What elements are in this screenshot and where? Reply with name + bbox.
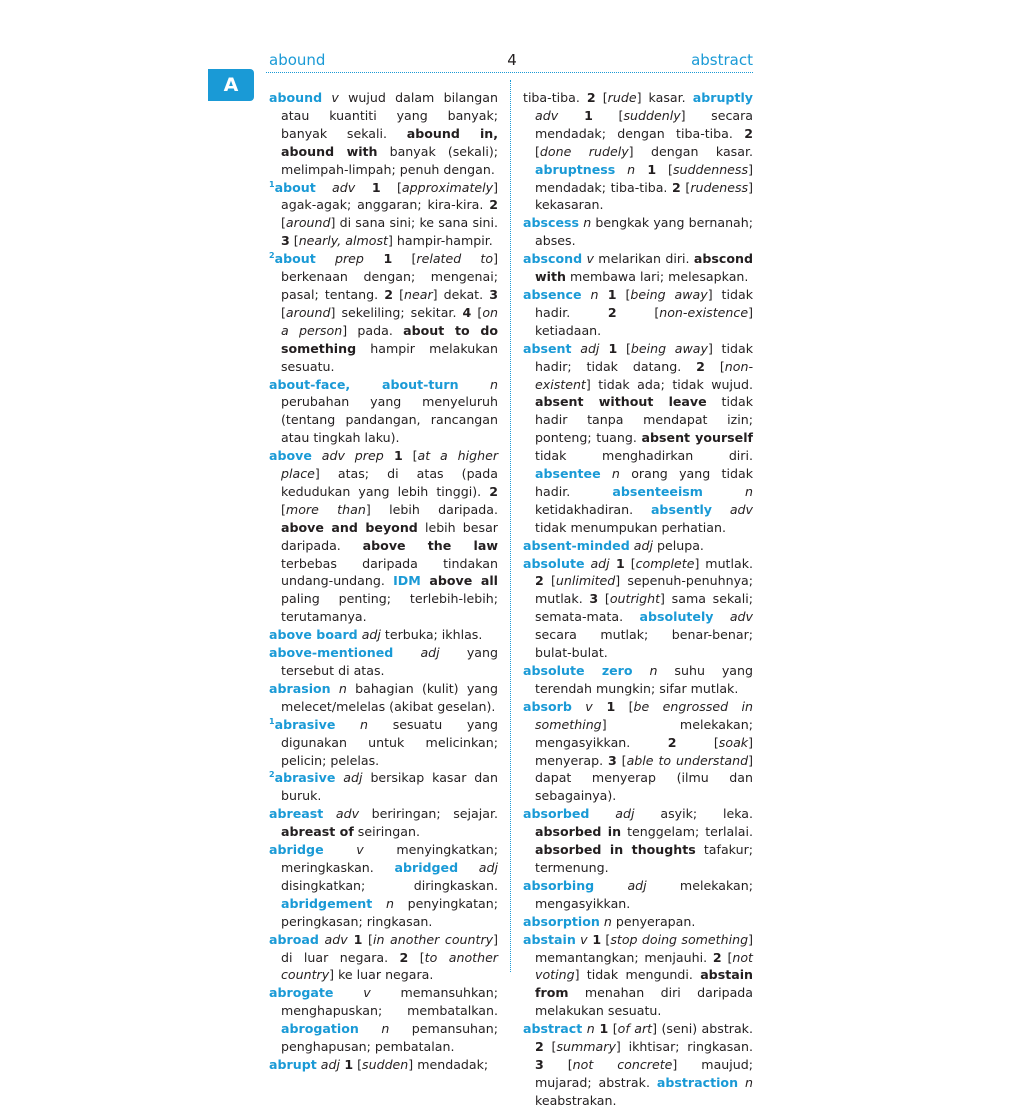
entry-text: [: [616, 304, 660, 320]
entry-text: 1: [383, 448, 403, 464]
entry-text: 1: [347, 931, 363, 947]
entry-text: 1: [635, 161, 657, 177]
entry-text: ] di sana sini; ke sana sini.: [330, 215, 498, 231]
entry-text: soak: [718, 734, 749, 750]
entry-text: 1: [609, 555, 625, 571]
entry-text: [: [289, 233, 299, 249]
entry-text: at a higher place: [281, 448, 499, 482]
entry-text: perubahan yang menyeluruh (tentang pandangan, rancangan atau tingkah laku).: [281, 394, 498, 446]
headword: abscond: [523, 251, 583, 267]
entry-text: ] tidak mengundi.: [574, 967, 701, 983]
entry-text: ] di luar negara.: [281, 931, 499, 965]
entry-text: menahan diri daripada melakukan sesuatu.: [535, 985, 753, 1019]
entry-text: adv: [713, 609, 753, 625]
entry-text: of art: [617, 1021, 653, 1037]
headword: absorbed: [523, 806, 590, 822]
entry-text: [: [616, 752, 627, 768]
entry-text: related to: [416, 251, 494, 267]
headword: IDM: [393, 573, 421, 589]
entry-text: 1: [592, 698, 616, 714]
entry-text: 2: [744, 125, 753, 141]
entry-text: tiba-tiba.: [523, 90, 587, 105]
dictionary-entry: [269, 89, 498, 179]
dictionary-entry: [269, 841, 498, 931]
entry-text: n: [738, 1074, 753, 1090]
headword: abrasive: [274, 770, 336, 786]
dictionary-entry: [523, 698, 753, 805]
entry-text: suddenly: [623, 107, 681, 123]
entry-text: seiringan.: [353, 824, 420, 840]
entry-text: ] berkenaan dengan; mengenai; pasal; tentang.: [281, 251, 498, 302]
entry-text: v: [582, 251, 594, 267]
headword: absorbing: [523, 877, 595, 893]
entry-text: adv: [323, 806, 360, 822]
dictionary-entry: [269, 769, 498, 805]
entry-text: adv: [535, 107, 559, 123]
entry-text: adj: [393, 645, 440, 661]
entry-text: menyingkatkan; meringkaskan.: [281, 842, 498, 875]
entry-text: 2: [586, 90, 596, 105]
entry-text: ketidakhadiran.: [535, 501, 651, 517]
entry-text: [: [543, 573, 556, 589]
entry-text: approximately: [401, 179, 494, 195]
entry-text: asyik; leka.: [634, 806, 754, 822]
entry-text: [: [408, 949, 425, 965]
headword: absolute: [523, 555, 585, 571]
entry-text: n: [582, 1021, 595, 1037]
dictionary-entry: [523, 913, 753, 931]
entry-text: adj: [458, 859, 498, 875]
entry-text: [: [353, 1056, 363, 1072]
entry-text: ] mendadak; tiba-tiba.: [535, 161, 753, 195]
entry-text: 2: [269, 250, 275, 260]
headword: absorption: [523, 913, 600, 929]
entry-text: orang yang tidak hadir.: [535, 466, 753, 499]
entry-text: about to do something: [281, 322, 498, 356]
entry-text: rudeness: [690, 179, 749, 195]
dictionary-entry: [269, 250, 498, 375]
headword: absentee: [535, 466, 601, 482]
entry-text: nearly, almost: [298, 233, 388, 249]
entry-text: adv: [315, 179, 356, 195]
dictionary-entry: [269, 805, 498, 841]
entry-text: melekakan; mengasyikkan.: [535, 877, 753, 911]
headword: absent: [523, 340, 572, 356]
entry-text: tafakur; termenung.: [535, 842, 753, 875]
entry-text: adj: [589, 806, 635, 822]
entry-text: unlimited: [555, 573, 616, 589]
entry-text: pemansuhan; penghapusan; pembatalan.: [281, 1021, 498, 1055]
entry-text: [: [617, 340, 631, 356]
entry-text: banyak (sekali); melimpah-limpah; penuh dengan.: [281, 143, 498, 177]
headword: abscess: [523, 215, 580, 231]
entry-text: ] mutlak.: [694, 555, 754, 571]
entry-text: 1: [598, 286, 617, 302]
dictionary-entry: [523, 805, 753, 877]
entry-text: sesuatu yang digunakan untuk melicinkan; pelicin; pelelas.: [281, 716, 498, 768]
entry-text: [: [543, 1039, 557, 1055]
entry-text: near: [404, 286, 433, 302]
dictionary-entry: [523, 537, 753, 555]
headword: abound: [269, 90, 323, 105]
entry-text: n: [358, 1021, 390, 1037]
entry-text: [: [680, 179, 691, 195]
entry-text: memansuhkan; menghapuskan; membatalkan.: [281, 985, 498, 1019]
entry-text: 2: [696, 358, 705, 374]
entry-text: 3: [489, 286, 498, 302]
entry-text: hampir melakukan sesuatu.: [281, 340, 498, 374]
entry-text: yang tersebut di atas.: [281, 645, 499, 678]
entry-text: secara mutlak; benar-benar; bulat-bulat.: [535, 627, 753, 661]
entry-text: v: [575, 931, 588, 947]
entry-text: 4: [462, 304, 472, 320]
entry-text: 2: [712, 949, 722, 965]
entry-text: ] ke luar negara.: [329, 967, 434, 983]
entry-text: adj: [357, 627, 381, 643]
entry-text: adj: [629, 537, 653, 553]
entry-text: absorbed in thoughts: [535, 842, 696, 858]
headword: abreast: [269, 806, 324, 822]
entry-text: [: [543, 1056, 573, 1072]
headword: abstraction: [656, 1074, 739, 1090]
dictionary-entry: [269, 179, 498, 251]
entry-text: adv prep: [311, 448, 384, 464]
entry-text: non-existence: [659, 304, 749, 320]
entry-text: [: [608, 1021, 618, 1037]
entry-text: [: [380, 179, 402, 195]
entry-text: 2: [489, 197, 498, 213]
entry-text: be engrossed in something: [535, 698, 753, 732]
left-column: [269, 89, 498, 1074]
entry-text: 1: [587, 931, 602, 947]
headword: absent-minded: [523, 537, 630, 553]
entry-text: summary: [556, 1039, 616, 1055]
entry-text: [: [471, 304, 483, 320]
entry-text: done rudely: [539, 143, 629, 159]
entry-text: ] maujud; mujarad; abstrak.: [535, 1056, 753, 1090]
running-head-right: abstract: [691, 51, 753, 69]
entry-text: complete: [635, 555, 695, 571]
entry-text: ] tidak hadir; tidak datang.: [535, 340, 753, 374]
entry-text: lebih besar daripada.: [281, 519, 498, 553]
headword: about: [274, 251, 316, 267]
dictionary-entry: [523, 214, 753, 250]
entry-text: [: [676, 734, 719, 750]
entry-text: ] sekeliling; sekitar.: [330, 304, 463, 320]
entry-text: n: [335, 716, 369, 732]
entry-text: [: [592, 107, 624, 123]
entry-text: ] sepenuh-penuhnya; mutlak.: [535, 573, 753, 607]
headword: about-face, about-turn: [269, 376, 459, 392]
dictionary-entry: [269, 1056, 498, 1074]
entry-text: penyingkatan; peringkasan; ringkasan.: [281, 895, 498, 929]
headword: abrasion: [269, 680, 331, 696]
entry-text: 2: [667, 734, 677, 750]
entry-text: above and beyond: [281, 519, 418, 535]
dictionary-entry: [269, 716, 498, 770]
entry-text: wujud dalam bilangan atau kuantiti yang banyak; banyak sekali.: [281, 90, 498, 141]
entry-text: n: [372, 895, 394, 911]
entry-text: to another country: [281, 949, 498, 983]
entry-text: not concrete: [572, 1056, 673, 1072]
entry-text: [: [535, 143, 540, 159]
entry-text: around: [285, 304, 331, 320]
entry-text: ] melekakan; mengasyikkan.: [535, 716, 753, 750]
entry-text: ] (seni) abstrak.: [652, 1021, 753, 1037]
letter-tab: A: [208, 69, 254, 101]
entry-text: n: [581, 286, 599, 302]
column-divider: [510, 80, 511, 972]
entry-text: 3: [589, 591, 599, 607]
entry-text: ] secara mendadak; dengan tiba-tiba.: [535, 107, 754, 141]
entry-text: 1: [339, 1056, 354, 1072]
dictionary-entry: [523, 931, 753, 1021]
dictionary-entry: [523, 250, 753, 286]
entry-text: ] kasar.: [636, 90, 693, 105]
entry-text: tidak hadir tanpa mendapat izin; ponteng; tuang.: [535, 394, 753, 446]
dictionary-entry: [523, 555, 753, 662]
entry-text: n: [702, 483, 753, 499]
entry-text: [: [281, 501, 286, 517]
headword: abrogation: [281, 1021, 359, 1037]
entry-text: adj: [594, 877, 647, 893]
entry-text: n: [599, 913, 612, 929]
headword: abridge: [269, 842, 324, 858]
entry-text: ] pada.: [342, 322, 404, 338]
entry-text: outright: [609, 591, 661, 607]
dictionary-entry: [523, 877, 753, 913]
entry-text: ] dengan kasar.: [628, 143, 753, 159]
entry-text: 2: [489, 483, 498, 499]
entry-text: 3: [281, 233, 290, 249]
page-number: 4: [507, 51, 517, 69]
entry-text: ] tidak hadir.: [535, 286, 753, 320]
entry-text: bersikap kasar dan buruk.: [281, 770, 498, 804]
entry-text: ] ketiadaan.: [535, 304, 753, 338]
header-divider: [266, 72, 753, 73]
entry-text: sudden: [362, 1056, 409, 1072]
dictionary-entry: [269, 644, 498, 680]
entry-text: n: [600, 466, 620, 482]
entry-text: ] hampir-hampir.: [387, 233, 493, 249]
entry-text: membawa lari; melesapkan.: [565, 269, 749, 285]
entry-text: n: [615, 161, 636, 177]
entry-text: v: [333, 985, 371, 1001]
entry-text: tidak menghadirkan diri.: [535, 448, 753, 464]
dictionary-entry: [523, 286, 753, 340]
entry-text: ] ikhtisar; ringkasan.: [615, 1039, 753, 1055]
entry-text: keabstrakan.: [535, 1092, 617, 1108]
entry-text: 1: [594, 1021, 609, 1037]
entry-text: not voting: [535, 949, 753, 983]
entry-text: [: [721, 949, 733, 965]
dictionary-entry: [523, 89, 753, 214]
entry-text: adv: [318, 931, 348, 947]
headword: absorb: [523, 698, 572, 714]
entry-text: 2: [535, 573, 544, 589]
entry-text: n: [632, 663, 658, 678]
headword: absenteeism: [612, 483, 703, 499]
entry-text: [: [281, 304, 286, 320]
headword: above-mentioned: [269, 645, 394, 661]
entry-text: in another country: [372, 931, 494, 947]
entry-text: abreast of: [281, 824, 354, 840]
entry-text: around: [285, 215, 331, 231]
entry-text: 2: [269, 770, 275, 780]
entry-text: terbuka; ikhlas.: [380, 627, 483, 643]
running-head-left: abound: [269, 51, 326, 69]
entry-text: 1: [363, 251, 393, 267]
headword: abroad: [269, 931, 319, 947]
entry-text: [: [393, 286, 405, 302]
entry-text: ] lebih daripada.: [365, 501, 498, 517]
headword: abruptly: [692, 90, 753, 105]
entry-text: n: [579, 215, 592, 231]
entry-text: v: [571, 698, 593, 714]
entry-text: v: [323, 842, 364, 858]
entry-text: adv: [712, 501, 753, 517]
entry-text: 2: [535, 1039, 544, 1055]
entry-text: ] kekasaran.: [535, 179, 753, 213]
entry-text: n: [458, 376, 498, 392]
entry-text: on a person: [281, 304, 498, 338]
entry-text: absent yourself: [641, 430, 753, 446]
entry-text: abscond with: [535, 251, 753, 285]
dictionary-entry: [269, 376, 498, 448]
entry-text: absorbed in: [535, 824, 622, 840]
dictionary-entry: [269, 447, 498, 626]
entry-text: v: [322, 90, 339, 105]
entry-text: tidak menumpukan perhatian.: [535, 519, 726, 535]
entry-text: bengkak yang bernanah; abses.: [535, 215, 753, 249]
entry-text: terbebas daripada tindakan undang-undang.: [281, 555, 498, 589]
entry-text: [: [616, 286, 631, 302]
entry-text: suddenness: [672, 161, 749, 177]
entry-text: ] atas; di atas (pada kedudukan yang lebih tinggi).: [281, 466, 498, 499]
entry-text: tenggelam; terlalai.: [621, 824, 753, 840]
entry-text: ] agak-agak; anggaran; kira-kira.: [281, 179, 499, 213]
entry-text: 1: [558, 107, 593, 123]
entry-text: bahagian (kulit) yang melecet/melelas (akibat geselan).: [281, 680, 498, 714]
entry-text: adj: [335, 770, 363, 786]
entry-text: 1: [355, 179, 381, 195]
entry-text: above all: [420, 573, 498, 589]
entry-text: 2: [607, 304, 617, 320]
headword: above: [269, 448, 312, 464]
entry-text: paling penting; terlebih-lebih; terutamanya.: [281, 591, 498, 625]
entry-text: ] tidak ada; tidak wujud.: [585, 376, 753, 392]
headword: abrupt: [269, 1056, 317, 1072]
entry-text: suhu yang terendah mungkin; sifar mutlak.: [535, 663, 753, 696]
entry-text: [: [601, 931, 611, 947]
entry-text: absent without leave: [535, 394, 707, 410]
entry-text: 1: [599, 340, 618, 356]
dictionary-entry: [269, 680, 498, 716]
dictionary-entry: [269, 626, 498, 644]
entry-text: ] mendadak;: [408, 1056, 489, 1072]
entry-text: disingkatkan; diringkaskan.: [281, 877, 498, 893]
entry-text: prep: [315, 251, 364, 267]
entry-text: [: [362, 931, 373, 947]
entry-text: 3: [608, 752, 617, 768]
entry-text: 2: [672, 179, 681, 195]
headword: about: [274, 179, 316, 195]
entry-text: non-existent: [535, 358, 753, 392]
entry-text: ] memantangkan; menjauhi.: [535, 931, 753, 965]
dictionary-entry: [523, 340, 753, 537]
dictionary-entry: [269, 931, 498, 985]
entry-text: beriringan; sejajar.: [359, 806, 498, 822]
headword: abridgement: [281, 895, 373, 911]
entry-text: 1: [269, 716, 275, 726]
entry-text: above the law: [362, 537, 498, 553]
entry-text: 3: [535, 1056, 544, 1072]
headword: abridged: [394, 859, 459, 875]
entry-text: more than: [285, 501, 366, 517]
entry-text: penyerapan.: [611, 913, 696, 929]
entry-text: ] dekat.: [432, 286, 490, 302]
dictionary-entry: [523, 1020, 753, 1110]
entry-text: pelupa.: [652, 537, 704, 553]
entry-text: 2: [384, 286, 393, 302]
entry-text: ] sama sekali; semata-mata.: [535, 591, 753, 625]
entry-text: 2: [399, 949, 409, 965]
entry-text: rude: [607, 90, 637, 105]
headword: absence: [523, 286, 582, 302]
headword: absently: [650, 501, 712, 517]
entry-text: ] dapat menyerap (ilmu dan sebagainya).: [535, 752, 753, 804]
entry-text: [: [656, 161, 673, 177]
headword: abruptness: [535, 161, 616, 177]
entry-text: adj: [316, 1056, 340, 1072]
headword: abrasive: [274, 716, 336, 732]
dictionary-entry: [523, 662, 753, 698]
entry-text: able to understand: [626, 752, 749, 768]
entry-text: [: [615, 698, 634, 714]
entry-text: [: [392, 251, 417, 267]
entry-text: [: [595, 90, 608, 105]
entry-text: [: [704, 358, 725, 374]
entry-text: abound in, abound with: [281, 125, 499, 159]
entry-text: [: [402, 448, 418, 464]
entry-text: [: [598, 591, 610, 607]
headword: above board: [269, 627, 358, 643]
right-column: [523, 89, 753, 1110]
entry-text: n: [330, 680, 347, 696]
entry-text: [: [281, 215, 286, 231]
headword: absolute zero: [523, 663, 633, 678]
entry-text: 1: [269, 179, 275, 189]
entry-text: melarikan diri.: [593, 251, 694, 267]
headword: abstract: [523, 1021, 583, 1037]
entry-text: adj: [584, 555, 610, 571]
entry-text: stop doing something: [610, 931, 749, 947]
entry-text: [: [624, 555, 636, 571]
dictionary-entry: [269, 984, 498, 1056]
entry-text: abstain from: [535, 967, 753, 1001]
headword: abstain: [523, 931, 576, 947]
entry-text: adj: [571, 340, 600, 356]
entry-text: ] menyerap.: [535, 734, 753, 768]
headword: abrogate: [269, 985, 334, 1001]
headword: absolutely: [639, 609, 714, 625]
entry-text: being away: [630, 340, 708, 356]
entry-text: being away: [630, 286, 708, 302]
